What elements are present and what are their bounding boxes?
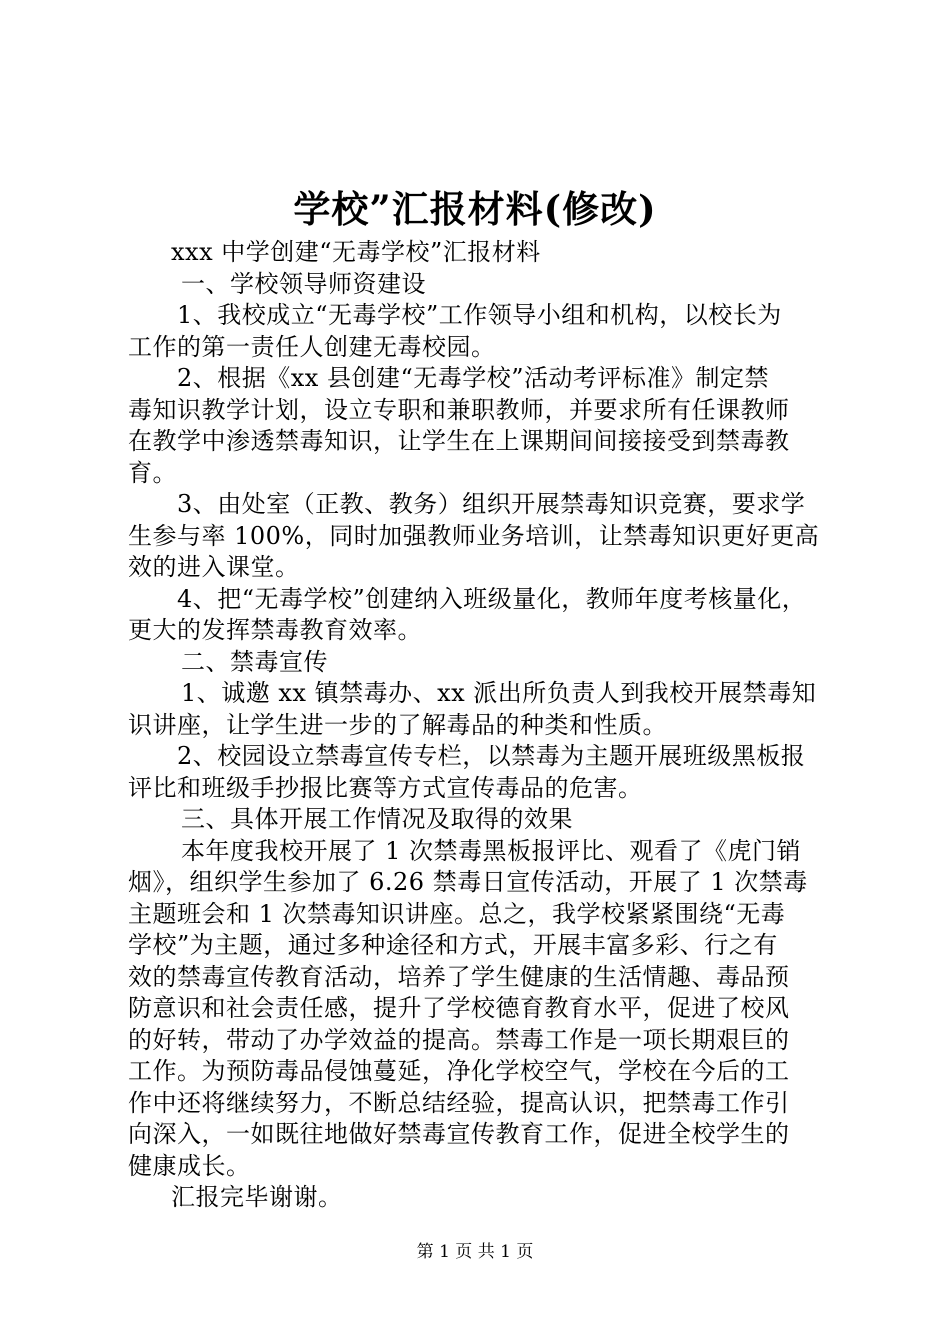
paragraph-line: 工作的第一责任人创建无毒校园。 xyxy=(128,332,496,361)
paragraph-line: 3、由处室（正教、教务）组织开展禁毒知识竞赛，要求学 xyxy=(177,490,806,518)
paragraph-line: 作中还将继续努力，不断总结经验，提高认识，把禁毒工作引 xyxy=(128,1088,790,1117)
section-heading-3: 三、具体开展工作情况及取得的效果 xyxy=(181,805,573,833)
paragraph-line: 工作。为预防毒品侵蚀蔓延，净化学校空气，学校在今后的工 xyxy=(128,1057,790,1085)
paragraph-line: 评比和班级手抄报比赛等方式宣传毒品的危害。 xyxy=(128,773,643,802)
paragraph-line: 2、校园设立禁毒宣传专栏，以禁毒为主题开展班级黑板报 xyxy=(177,742,806,770)
paragraph-line: 在教学中渗透禁毒知识，让学生在上课期间间接接受到禁毒教 xyxy=(128,427,790,455)
paragraph-line: 毒知识教学计划，设立专职和兼职教师，并要求所有任课教师 xyxy=(128,395,790,424)
closing-line: 汇报完毕谢谢。 xyxy=(171,1183,343,1211)
paragraph-line: 烟》，组织学生参加了 6.26 禁毒日宣传活动，开展了 1 次禁毒 xyxy=(128,868,808,896)
paragraph-line: 1、我校成立“无毒学校”工作领导小组和机构，以校长为 xyxy=(177,301,782,329)
paragraph-line: 2、根据《xx 县创建“无毒学校”活动考评标准》制定禁 xyxy=(177,364,770,392)
paragraph-line: 更大的发挥禁毒教育效率。 xyxy=(128,616,422,644)
paragraph-line: 效的禁毒宣传教育活动，培养了学生健康的生活情趣、毒品预 xyxy=(128,962,790,991)
section-heading-2: 二、禁毒宣传 xyxy=(181,647,328,676)
paragraph-line: 育。 xyxy=(128,458,177,487)
paragraph-line: 1、诚邀 xx 镇禁毒办、xx 派出所负责人到我校开展禁毒知 xyxy=(181,679,817,707)
page-footer: 第 1 页 共 1 页 xyxy=(416,1242,534,1262)
document-body xyxy=(128,237,833,1214)
paragraph-line: 4、把“无毒学校”创建纳入班级量化，教师年度考核量化， xyxy=(177,584,807,613)
paragraph-line: 主题班会和 1 次禁毒知识讲座。总之，我学校紧紧围绕“无毒 xyxy=(128,899,786,928)
subtitle-line: xxx 中学创建“无毒学校”汇报材料 xyxy=(171,238,541,266)
paragraph-line: 防意识和社会责任感，提升了学校德育教育水平，促进了校风 xyxy=(128,994,790,1022)
document-title: 学校”汇报材料(修改) xyxy=(293,187,657,231)
section-heading-1: 一、学校领导师资建设 xyxy=(181,269,426,298)
paragraph-line: 识讲座，让学生进一步的了解毒品的种类和性质。 xyxy=(128,710,667,739)
paragraph-line: 健康成长。 xyxy=(128,1151,251,1180)
paragraph-line: 向深入，一如既往地做好禁毒宣传教育工作，促进全校学生的 xyxy=(128,1120,790,1148)
paragraph-line: 的好转，带动了办学效益的提高。禁毒工作是一项长期艰巨的 xyxy=(128,1025,790,1054)
paragraph-line: 生参与率 100%，同时加强教师业务培训，让禁毒知识更好更高 xyxy=(128,521,820,550)
paragraph-line: 本年度我校开展了 1 次禁毒黑板报评比、观看了《虎门销 xyxy=(181,836,802,865)
paragraph-line: 学校”为主题，通过多种途径和方式，开展丰富多彩、行之有 xyxy=(128,931,778,959)
paragraph-line: 效的进入课堂。 xyxy=(128,553,300,581)
